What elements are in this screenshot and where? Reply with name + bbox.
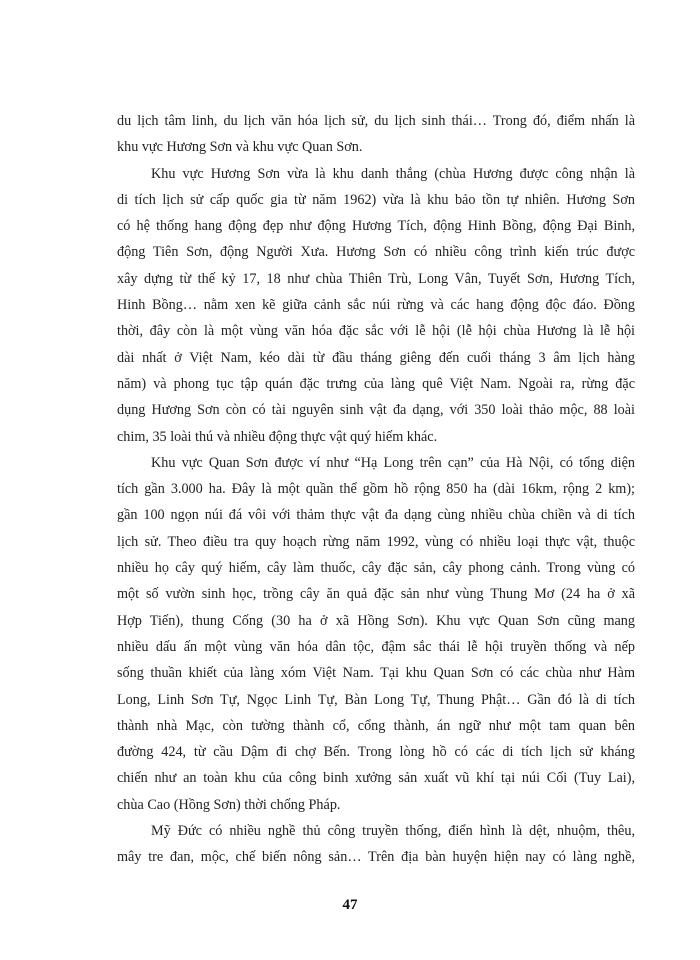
text-line: di tích lịch sử cấp quốc gia từ năm 1962) vừa là khu bảo tồn tự nhiên. Hương Sơn	[117, 191, 635, 208]
text-line: Long, Linh Sơn Tự, Ngọc Linh Tự, Bàn Long Tự, Thung Phật… Gần đó là di tích	[117, 691, 635, 708]
text-line: thời, đây còn là một vùng văn hóa đặc sắc với lễ hội (lễ hội chùa Hương là lễ hội	[117, 323, 635, 340]
text-line: mây tre đan, mộc, chế biến nông sản… Trên địa bàn huyện hiện nay có làng nghề,	[117, 849, 635, 866]
text-line: lịch sử. Theo điều tra quy hoạch rừng năm 1992, vùng có nhiều loại thực vật, thuộc	[117, 533, 635, 550]
text-line: có hệ thống hang động đẹp như động Hương Tích, động Hinh Bồng, động Đại Binh,	[117, 218, 635, 235]
text-line: thành nhà Mạc, còn tường thành cổ, cổng thành, án ngữ như một tam quan bên	[117, 717, 635, 734]
text-line: năm) và phong tục tập quán đặc trưng của làng quê Việt Nam. Ngoài ra, rừng đặc	[117, 375, 635, 392]
page-number: 47	[342, 897, 358, 913]
text-line: du lịch tâm linh, du lịch văn hóa lịch sử, du lịch sinh thái… Trong đó, điểm nhấn là	[117, 113, 635, 129]
text-line: Khu vực Quan Sơn được ví như “Hạ Long trên cạn” của Hà Nội, có tổng diện	[151, 454, 635, 471]
text-line: đường 424, từ cầu Dậm đi chợ Bến. Trong lòng hồ có các di tích lịch sử kháng	[117, 744, 635, 761]
text-line: Mỹ Đức có nhiều nghề thủ công truyền thống, điển hình là dệt, nhuộm, thêu,	[151, 823, 635, 840]
text-line: tích gần 3.000 ha. Đây là một quần thể gồm hồ rộng 850 ha (dài 16km, rộng 2 km);	[117, 481, 635, 498]
text-line: chim, 35 loài thú và nhiều động thực vật quý hiếm khác.	[117, 428, 438, 445]
text-line: một số vườn sinh học, trồng cây ăn quả đặc sản như vùng Thung Mơ (24 ha ở xã	[117, 586, 635, 603]
text-line: nhiều dấu ấn một vùng văn hóa dân tộc, đậm sắc thái lễ hội truyền thống và nếp	[117, 638, 635, 655]
paragraph-2	[117, 161, 635, 450]
paragraph-4	[117, 818, 635, 871]
text-line: Hinh Bồng… nằm xen kẽ giữa cảnh sắc núi rừng và các hang động độc đáo. Đồng	[117, 297, 635, 314]
text-line: xây dựng từ thế kỷ 17, 18 như chùa Thiên Trù, Long Vân, Tuyết Sơn, Hương Tích,	[117, 270, 635, 287]
text-line: dụng Hương Sơn còn có tài nguyên sinh vật đa dạng, với 350 loài thảo mộc, 88 loài	[117, 402, 635, 419]
text-line: Hợp Tiến), thung Cống (30 ha ở xã Hồng Sơn). Khu vực Quan Sơn cũng mang	[117, 612, 635, 629]
text-line: khu vực Hương Sơn và khu vực Quan Sơn.	[117, 139, 363, 156]
text-line: gần 100 ngọn núi đá vôi với thảm thực vật đa dạng cùng nhiều chùa chiền và di tích	[117, 507, 635, 524]
text-line: Khu vực Hương Sơn vừa là khu danh thắng (chùa Hương được công nhận là	[151, 165, 635, 182]
text-line: sống thuần khiết của làng xóm Việt Nam. Tại khu Quan Sơn có các chùa như Hàm	[117, 665, 635, 682]
paragraph-3	[117, 450, 635, 818]
text-line: nhiều họ cây quý hiếm, cây làm thuốc, cây đặc sản, cây phong cảnh. Trong vùng có	[117, 560, 635, 577]
text-line: chiến như an toàn khu của công binh xưởng sản xuất vũ khí tại núi Cối (Tuy Lai),	[117, 770, 635, 787]
text-line: động Tiên Sơn, động Người Xưa. Hương Sơn có nhiều công trình kiến trúc được	[117, 244, 635, 261]
body-text	[117, 108, 635, 871]
text-line: chùa Cao (Hồng Sơn) thời chống Pháp.	[117, 796, 341, 813]
text-line: dài nhất ở Việt Nam, kéo dài từ đầu tháng giêng đến cuối tháng 3 âm lịch hàng	[117, 349, 635, 366]
paragraph-1	[117, 108, 635, 161]
